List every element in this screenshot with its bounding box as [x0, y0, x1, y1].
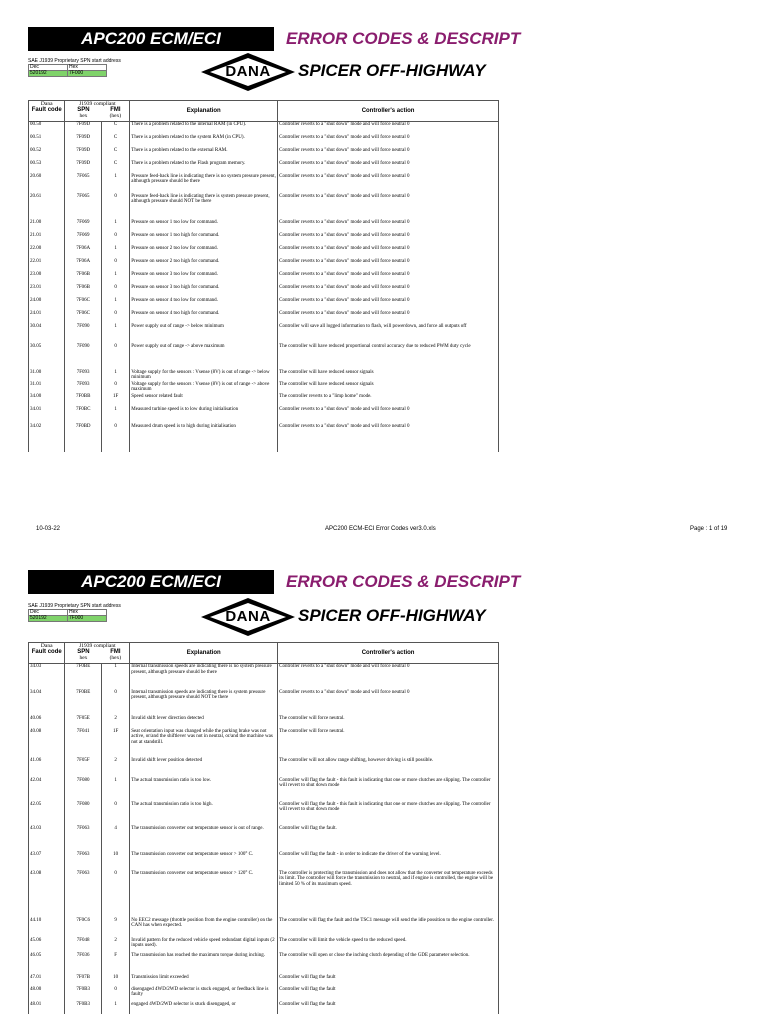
cell-explanation: Measured turbine speed is to low during initialisation: [130, 407, 278, 424]
sheet-page-2: [0, 560, 768, 1024]
addr-dec-value: 520192: [29, 616, 68, 622]
error-codes-title: ERROR CODES & DESCRIPT: [286, 572, 521, 591]
cell-action: Controller reverts to a "shut down" mode and will force neutral 0: [278, 690, 499, 716]
cell-fault: 40.08: [29, 729, 65, 758]
cell-spn: 7F09D: [65, 122, 101, 135]
table-row: [29, 975, 499, 987]
spn-address-table: [28, 64, 107, 77]
cell-fault: 00.52: [29, 148, 65, 161]
table-row: [29, 664, 499, 690]
cell-fault: 30.04: [29, 324, 65, 344]
cell-explanation: disengaged 4WD/2WD selector is stuck engaged, or feedback line is faulty: [130, 987, 278, 1002]
cell-fmi: 1: [101, 246, 129, 259]
cell-action: The controller will open or close the inching clutch depending of the GDE parameter selection.: [278, 953, 499, 975]
cell-spn: 7F0B3: [65, 1002, 101, 1014]
table-row: [29, 174, 499, 194]
logo-dana-text: DANA: [225, 63, 271, 80]
table-row: [29, 987, 499, 1002]
cell-explanation: Power supply out of range -> above maximum: [130, 344, 278, 370]
cell-fault: 21.01: [29, 233, 65, 246]
table-row: [29, 758, 499, 778]
cell-explanation: The actual transmission ratio is too low.: [130, 778, 278, 802]
cell-fmi: 0: [101, 259, 129, 272]
cell-explanation: The transmission converter out temperature sensor > 100° C.: [130, 852, 278, 871]
cell-action: Controller reverts to a "shut down" mode and will force neutral 0: [278, 259, 499, 272]
cell-explanation: Invalid pattern for the reduced vehicle speed redundant digital inputs (2 inputs used).: [130, 938, 278, 953]
cell-spn: 7F06B: [65, 285, 101, 298]
cell-fmi: 0: [101, 285, 129, 298]
cell-spn: 7F090: [65, 344, 101, 370]
cell-action: Controller reverts to a "shut down" mode and will force neutral 0: [278, 664, 499, 690]
cell-fault: 48.00: [29, 987, 65, 1002]
fault-table: [28, 642, 499, 1014]
cell-fault: 44.10: [29, 918, 65, 938]
cell-action: Controller will save all logged information to flash, will powerdown, and force all outputs off: [278, 324, 499, 344]
cell-action: The controller will force neutral.: [278, 716, 499, 729]
cell-fault: 47.01: [29, 975, 65, 987]
cell-spn: 7F069: [65, 233, 101, 246]
cell-spn: 7F063: [65, 871, 101, 918]
cell-action: Controller reverts to a "shut down" mode and will force neutral 0: [278, 161, 499, 174]
spn-address-table: [28, 609, 107, 622]
dana-spicer-logo: [200, 597, 500, 637]
cell-action: The controller reverts to a "limp home" mode.: [278, 394, 499, 407]
cell-spn: 7F0B3: [65, 987, 101, 1002]
addr-dec-label: Dec: [29, 65, 68, 71]
cell-fmi: 0: [101, 424, 129, 452]
addr-hex-value: 7F000: [68, 71, 107, 77]
cell-fault: 31.01: [29, 382, 65, 394]
cell-action: Controller will flag the fault: [278, 987, 499, 1002]
cell-spn: 7F0BB: [65, 394, 101, 407]
cell-spn: 7F0BE: [65, 690, 101, 716]
cell-fmi: 0: [101, 233, 129, 246]
cell-spn: 7F036: [65, 953, 101, 975]
cell-spn: 7F06C: [65, 311, 101, 324]
spn-caption: SAE J1939 Proprietary SPN start address: [28, 58, 121, 64]
fault-table: [28, 100, 499, 452]
cell-fmi: 1: [101, 664, 129, 690]
cell-fault: 42.04: [29, 778, 65, 802]
cell-spn: 7F048: [65, 938, 101, 953]
cell-fmi: 1: [101, 174, 129, 194]
cell-fault: 24.01: [29, 311, 65, 324]
cell-action: Controller reverts to a "shut down" mode and will force neutral 0: [278, 272, 499, 285]
table-row: [29, 382, 499, 394]
logo-spicer-text: SPICER OFF-HIGHWAY: [298, 61, 486, 80]
logo-spicer-text: SPICER OFF-HIGHWAY: [298, 606, 486, 625]
cell-fault: 42.05: [29, 802, 65, 826]
cell-spn: 7F063: [65, 852, 101, 871]
j1939-header: J1939 compliant SPN FMI hex (hex): [65, 643, 130, 664]
cell-explanation: Power supply out of range -> below minimum: [130, 324, 278, 344]
cell-fmi: C: [101, 148, 129, 161]
table-row: [29, 424, 499, 452]
table-row: [29, 298, 499, 311]
table-row: [29, 194, 499, 220]
cell-action: Controller will flag the fault - in order to indicate the driver of the warning level.: [278, 852, 499, 871]
cell-fmi: 1: [101, 778, 129, 802]
cell-fault: 23.00: [29, 272, 65, 285]
cell-fmi: 0: [101, 311, 129, 324]
cell-spn: 7F090: [65, 324, 101, 344]
cell-explanation: The actual transmission ratio is too high.: [130, 802, 278, 826]
cell-action: Controller will flag the fault - this fault is indicating that one or more clutches are slipping. The controller will revert to shut down mode: [278, 802, 499, 826]
cell-fmi: 1: [101, 298, 129, 311]
cell-spn: 7F063: [65, 826, 101, 852]
cell-explanation: Voltage supply for the sensors : Vsense (8V) is out of range -> above maximum: [130, 382, 278, 394]
cell-action: Controller reverts to a "shut down" mode and will force neutral 0: [278, 174, 499, 194]
cell-spn: 7F05F: [65, 758, 101, 778]
cell-explanation: Pressure feed-back line is indicating there is no system pressure present, althougth pressure should be there: [130, 174, 278, 194]
cell-explanation: Pressure on sensor 3 too high for command.: [130, 285, 278, 298]
cell-fault: 45.06: [29, 938, 65, 953]
cell-action: Controller reverts to a "shut down" mode and will force neutral 0: [278, 246, 499, 259]
title-banner: APC200 ECM/ECI: [28, 570, 274, 594]
cell-spn: 7F07B: [65, 975, 101, 987]
cell-action: The controller will have reduced proportional control accuracy due to reduced PWM duty cycle: [278, 344, 499, 370]
cell-action: The controller will have reduced sensor signals: [278, 370, 499, 382]
cell-action: Controller reverts to a "shut down" mode and will force neutral 0: [278, 424, 499, 452]
cell-explanation: The transmission converter out temperature sensor > 120° C.: [130, 871, 278, 918]
cell-explanation: Invalid shift lever direction detected: [130, 716, 278, 729]
cell-fault: 48.01: [29, 1002, 65, 1014]
table-row: [29, 311, 499, 324]
cell-fmi: 9: [101, 918, 129, 938]
cell-explanation: Pressure on sensor 1 too low for command.: [130, 220, 278, 233]
table-row: [29, 233, 499, 246]
cell-explanation: engaged 4WD/2WD selector is stuck disengaged, or: [130, 1002, 278, 1014]
cell-fmi: F: [101, 953, 129, 975]
cell-explanation: Pressure on sensor 4 too low for command.: [130, 298, 278, 311]
table-row: [29, 826, 499, 852]
cell-fmi: 1: [101, 370, 129, 382]
cell-fmi: 2: [101, 758, 129, 778]
cell-action: Controller reverts to a "shut down" mode and will force neutral 0: [278, 285, 499, 298]
cell-spn: 7F06B: [65, 272, 101, 285]
cell-explanation: Speed sensor related fault: [130, 394, 278, 407]
cell-explanation: Pressure on sensor 2 too low for command.: [130, 246, 278, 259]
table-row: [29, 135, 499, 148]
cell-explanation: There is a problem related to the system RAM (in CPU).: [130, 135, 278, 148]
table-row: [29, 220, 499, 233]
table-row: [29, 394, 499, 407]
cell-explanation: Seat orientation input was changed while the parking brake was not active, or/and the shiftlever was not in neutral, or/and the machine was not at standstill.: [130, 729, 278, 758]
addr-dec-label: Dec: [29, 610, 68, 616]
cell-explanation: Pressure feed-back line is indicating there is system pressure present, althougth pressure should NOT be there: [130, 194, 278, 220]
cell-fault: 22.00: [29, 246, 65, 259]
cell-fault: 20.60: [29, 174, 65, 194]
cell-fmi: 4: [101, 826, 129, 852]
cell-spn: 7F06A: [65, 259, 101, 272]
explanation-header: Explanation: [130, 643, 278, 664]
addr-hex-label: Hex: [68, 65, 107, 71]
table-row: [29, 122, 499, 135]
cell-fault: 34.02: [29, 424, 65, 452]
cell-spn: 7F09D: [65, 135, 101, 148]
cell-spn: 7F06A: [65, 246, 101, 259]
table-row: [29, 716, 499, 729]
table-row: [29, 690, 499, 716]
cell-fault: 34.00: [29, 394, 65, 407]
addr-dec-value: 520192: [29, 71, 68, 77]
cell-fault: 43.08: [29, 871, 65, 918]
cell-fault: 22.01: [29, 259, 65, 272]
title-banner: APC200 ECM/ECI: [28, 27, 274, 51]
cell-fault: 34.03: [29, 664, 65, 690]
cell-fault: 34.01: [29, 407, 65, 424]
cell-spn: 7F093: [65, 382, 101, 394]
dana-header: Dana Fault code: [29, 101, 65, 122]
cell-explanation: Voltage supply for the sensors : Vsense (8V) is out of range -> below minimum: [130, 370, 278, 382]
cell-action: Controller reverts to a "shut down" mode and will force neutral 0: [278, 122, 499, 135]
footer-page: Page : 1 of 19: [690, 526, 728, 532]
cell-action: Controller reverts to a "shut down" mode and will force neutral 0: [278, 148, 499, 161]
cell-spn: 7F0BE: [65, 664, 101, 690]
explanation-header: Explanation: [130, 101, 278, 122]
cell-explanation: There is a problem related to the Flash program memory.: [130, 161, 278, 174]
cell-fmi: 0: [101, 987, 129, 1002]
table-row: [29, 246, 499, 259]
logo-dana-text: DANA: [225, 608, 271, 625]
cell-fault: 41.06: [29, 758, 65, 778]
cell-fault: 43.03: [29, 826, 65, 852]
cell-fmi: 0: [101, 690, 129, 716]
cell-fmi: 1: [101, 407, 129, 424]
table-row: [29, 729, 499, 758]
cell-fmi: 1: [101, 1002, 129, 1014]
cell-fmi: 0: [101, 194, 129, 220]
cell-fault: 00.53: [29, 161, 65, 174]
cell-spn: 7F0C6: [65, 918, 101, 938]
table-row: [29, 370, 499, 382]
cell-action: The controller will not allow range shifting, however driving is still possible.: [278, 758, 499, 778]
cell-spn: 7F080: [65, 802, 101, 826]
cell-spn: 7F065: [65, 174, 101, 194]
table-row: [29, 259, 499, 272]
cell-spn: 7F080: [65, 778, 101, 802]
cell-explanation: No EEC2 message (throttle position from the engine controller) on the CAN has when expected.: [130, 918, 278, 938]
cell-fmi: C: [101, 135, 129, 148]
cell-explanation: Pressure on sensor 3 too low for command.: [130, 272, 278, 285]
table-row: [29, 852, 499, 871]
cell-spn: 7F05E: [65, 716, 101, 729]
cell-fault: 46.05: [29, 953, 65, 975]
error-codes-title: ERROR CODES & DESCRIPT: [286, 29, 521, 48]
cell-fault: 40.06: [29, 716, 65, 729]
addr-hex-label: Hex: [68, 610, 107, 616]
cell-explanation: Pressure on sensor 1 too high for command.: [130, 233, 278, 246]
cell-action: The controller will flag the fault and the TSC1 message will send the idle possition to the engine controller.: [278, 918, 499, 938]
cell-explanation: Measured drum speed is to high during initialisation: [130, 424, 278, 452]
dana-spicer-logo: [200, 52, 500, 92]
table-row: [29, 938, 499, 953]
table-row: [29, 285, 499, 298]
cell-fmi: 1: [101, 324, 129, 344]
footer-date: 10-03-22: [36, 526, 61, 532]
cell-explanation: Internal transmission speeds are indicating there is system pressure present, althougth pressure should NOT be there: [130, 690, 278, 716]
cell-fmi: 2: [101, 938, 129, 953]
cell-explanation: The transmission converter out temperature sensor is out of range.: [130, 826, 278, 852]
table-row: [29, 802, 499, 826]
cell-explanation: There is a problem related to the internal RAM (in CPU).: [130, 122, 278, 135]
table-row: [29, 148, 499, 161]
table-row: [29, 1002, 499, 1014]
cell-spn: 7F041: [65, 729, 101, 758]
cell-explanation: There is a problem related to the external RAM.: [130, 148, 278, 161]
table-row: [29, 272, 499, 285]
cell-fmi: 1: [101, 220, 129, 233]
cell-fmi: 10: [101, 975, 129, 987]
cell-fmi: C: [101, 161, 129, 174]
table-row: [29, 778, 499, 802]
table-row: [29, 953, 499, 975]
action-header: Controller's action: [278, 643, 499, 664]
cell-action: Controller reverts to a "shut down" mode and will force neutral 0: [278, 220, 499, 233]
addr-hex-value: 7F000: [68, 616, 107, 622]
cell-fmi: 0: [101, 802, 129, 826]
cell-action: Controller will flag the fault.: [278, 826, 499, 852]
footer-file: APC200 ECM-ECI Error Codes ver3.0.xls: [325, 526, 436, 532]
cell-action: Controller reverts to a "shut down" mode and will force neutral 0: [278, 135, 499, 148]
cell-action: Controller reverts to a "shut down" mode and will force neutral 0: [278, 194, 499, 220]
cell-fmi: 0: [101, 344, 129, 370]
dana-header: Dana Fault code: [29, 643, 65, 664]
cell-fault: 34.04: [29, 690, 65, 716]
cell-action: Controller will flag the fault: [278, 975, 499, 987]
table-row: [29, 324, 499, 344]
spn-caption: SAE J1939 Proprietary SPN start address: [28, 603, 121, 609]
action-header: Controller's action: [278, 101, 499, 122]
cell-fault: 21.00: [29, 220, 65, 233]
cell-explanation: Internal transmission speeds are indicating there is no system pressure present, althougth pressure should be there: [130, 664, 278, 690]
cell-explanation: The transmission has reached the maximum torque during inching.: [130, 953, 278, 975]
cell-fmi: 2: [101, 716, 129, 729]
cell-action: The controller will limit the vehicle speed to the reduced speed.: [278, 938, 499, 953]
cell-fault: 00.50: [29, 122, 65, 135]
cell-fmi: C: [101, 122, 129, 135]
cell-explanation: Pressure on sensor 4 too high for command.: [130, 311, 278, 324]
cell-fmi: 1F: [101, 394, 129, 407]
cell-spn: 7F0BC: [65, 407, 101, 424]
table-row: [29, 871, 499, 918]
table-row: [29, 344, 499, 370]
cell-action: Controller will flag the fault - this fault is indicating that one or more clutches are slipping. The controller will revert to shut down mode: [278, 778, 499, 802]
cell-fault: 24.00: [29, 298, 65, 311]
cell-fault: 00.51: [29, 135, 65, 148]
cell-spn: 7F065: [65, 194, 101, 220]
cell-spn: 7F069: [65, 220, 101, 233]
table-row: [29, 161, 499, 174]
cell-fmi: 1: [101, 272, 129, 285]
cell-spn: 7F0BD: [65, 424, 101, 452]
cell-fault: 30.05: [29, 344, 65, 370]
cell-action: Controller reverts to a "shut down" mode and will force neutral 0: [278, 311, 499, 324]
table-row: [29, 407, 499, 424]
cell-fmi: 0: [101, 871, 129, 918]
cell-fault: 23.01: [29, 285, 65, 298]
cell-action: Controller will flag the fault: [278, 1002, 499, 1014]
cell-explanation: Pressure on sensor 2 too high for command.: [130, 259, 278, 272]
cell-action: Controller reverts to a "shut down" mode and will force neutral 0: [278, 407, 499, 424]
cell-action: Controller reverts to a "shut down" mode and will force neutral 0: [278, 233, 499, 246]
cell-explanation: Transmission limit exceeded: [130, 975, 278, 987]
cell-spn: 7F06C: [65, 298, 101, 311]
cell-action: Controller reverts to a "shut down" mode and will force neutral 0: [278, 298, 499, 311]
cell-action: The controller will have reduced sensor signals: [278, 382, 499, 394]
cell-spn: 7F093: [65, 370, 101, 382]
cell-explanation: Invalid shift lever position detected: [130, 758, 278, 778]
cell-fmi: 1F: [101, 729, 129, 758]
cell-spn: 7F09D: [65, 161, 101, 174]
table-row: [29, 918, 499, 938]
cell-fmi: 0: [101, 382, 129, 394]
j1939-header: J1939 compliant SPN FMI hex (hex): [65, 101, 130, 122]
cell-fault: 20.61: [29, 194, 65, 220]
cell-fault: 31.00: [29, 370, 65, 382]
cell-fault: 43.07: [29, 852, 65, 871]
cell-fmi: 10: [101, 852, 129, 871]
cell-action: The controller will force neutral.: [278, 729, 499, 758]
cell-action: The controller is protecting the transmission and does not allow that the converter out temperature exceeds its limit. The controller will force the transmission to neutral, and if engine is controlled, the engine will be limited 50 % of its maximum speed.: [278, 871, 499, 918]
cell-spn: 7F09D: [65, 148, 101, 161]
